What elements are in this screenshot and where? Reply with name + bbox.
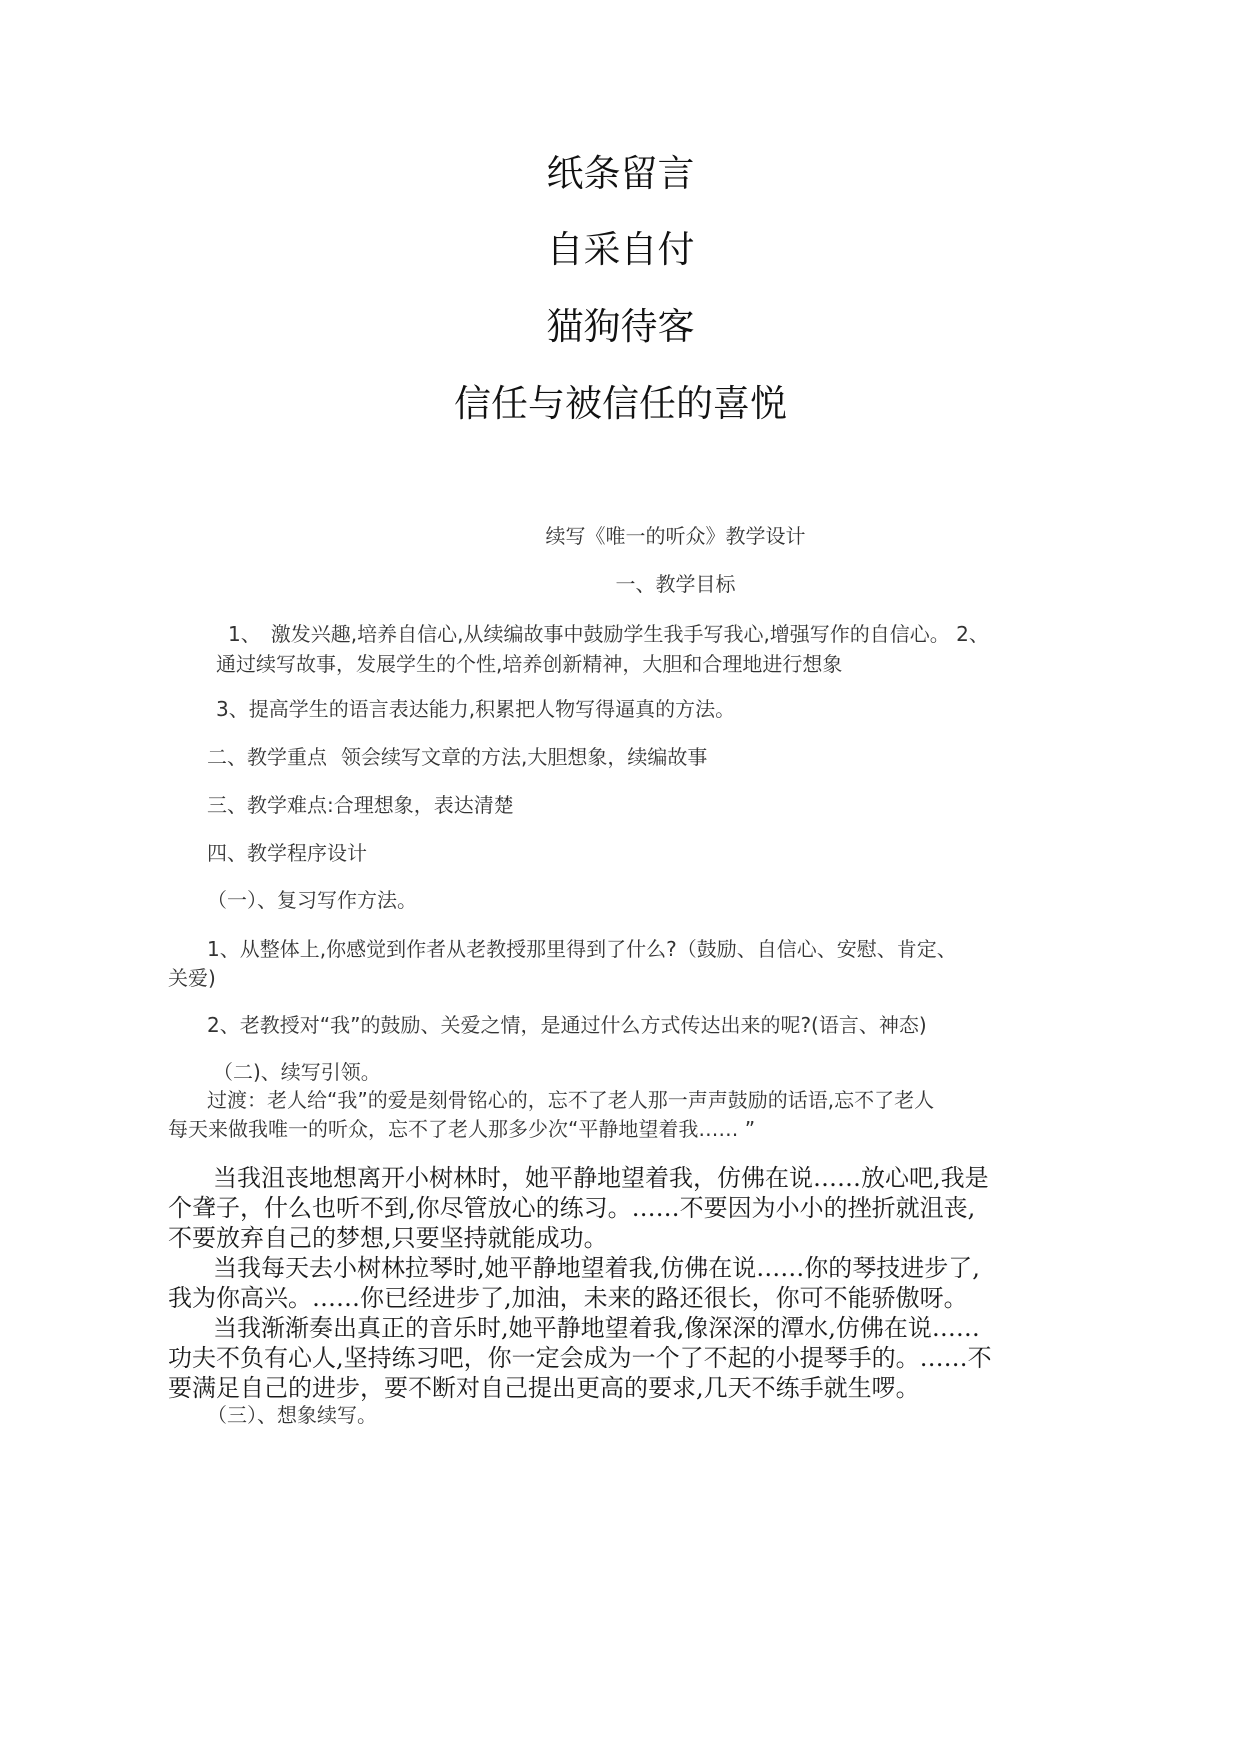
paragraph-3-line-1: 当我渐渐奏出真正的音乐时,她平静地望着我,像深深的潭水,仿佛在说…… bbox=[213, 1314, 980, 1342]
question-1-line-2: 关爱) bbox=[168, 966, 216, 990]
transition-line-1: 过渡：老人给“我”的爱是刻骨铭心的，忘不了老人那一声声鼓励的话语,忘不了老人 bbox=[207, 1088, 935, 1112]
paragraph-1-line-3: 不要放弃自己的梦想,只要坚持就能成功。 bbox=[168, 1224, 608, 1252]
key-points-text: 领会续写文章的方法,大胆想象，续编故事 bbox=[341, 745, 708, 769]
objective-3: 3、提高学生的语言表达能力,积累把人物写得逼真的方法。 bbox=[216, 697, 736, 721]
objectives-heading: 一、教学目标 bbox=[615, 572, 736, 596]
difficulties: 三、教学难点:合理想象，表达清楚 bbox=[207, 793, 514, 817]
lesson-subtitle: 续写《唯一的听众》教学设计 bbox=[545, 524, 806, 548]
paragraph-3-line-2: 功夫不负有心人,坚持练习吧，你一定会成为一个了不起的小提琴手的。……不 bbox=[168, 1344, 992, 1372]
title-self-pick-pay: 自采自付 bbox=[546, 228, 695, 271]
paragraph-2-line-2: 我为你高兴。……你已经进步了,加油，未来的路还很长，你可不能骄傲呀。 bbox=[168, 1284, 968, 1312]
paragraph-1-line-1: 当我沮丧地想离开小树林时，她平静地望着我，仿佛在说……放心吧,我是 bbox=[213, 1164, 989, 1192]
step-2-heading: （二)、续写引领。 bbox=[213, 1060, 381, 1084]
paragraph-2-line-1: 当我每天去小树林拉琴时,她平静地望着我,仿佛在说……你的琴技进步了, bbox=[213, 1254, 980, 1282]
paragraph-3-line-3: 要满足自己的进步，要不断对自己提出更高的要求,几天不练手就生啰。 bbox=[168, 1374, 920, 1402]
step-1-heading: （一）、复习写作方法。 bbox=[207, 888, 417, 912]
question-1-line-1: 1、从整体上,你感觉到作者从老教授那里得到了什么?（鼓励、自信心、安慰、肯定、 bbox=[207, 937, 957, 961]
procedure-heading: 四、教学程序设计 bbox=[207, 841, 367, 865]
step-3-heading: （三）、想象续写。 bbox=[207, 1403, 377, 1427]
transition-line-2: 每天来做我唯一的听众，忘不了老人那多少次“平静地望着我…… ” bbox=[168, 1117, 756, 1141]
title-trust-joy: 信任与被信任的喜悦 bbox=[454, 382, 787, 425]
title-note-message: 纸条留言 bbox=[546, 152, 695, 195]
objective-line-1: 1、 激发兴趣,培养自信心,从续编故事中鼓励学生我手写我心,增强写作的自信心。 2、 bbox=[228, 622, 989, 646]
paragraph-1-line-2: 个聋子，什么也听不到,你尽管放心的练习。……不要因为小小的挫折就沮丧, bbox=[168, 1194, 976, 1222]
title-cat-dog-guests: 猫狗待客 bbox=[546, 305, 695, 348]
question-2: 2、老教授对“我”的鼓励、关爱之情，是通过什么方式传达出来的呢?(语言、神态) bbox=[207, 1013, 927, 1037]
key-points-label: 二、教学重点 bbox=[207, 745, 327, 769]
objective-line-2: 通过续写故事，发展学生的个性,培养创新精神，大胆和合理地进行想象 bbox=[216, 652, 843, 676]
key-points bbox=[207, 741, 707, 770]
